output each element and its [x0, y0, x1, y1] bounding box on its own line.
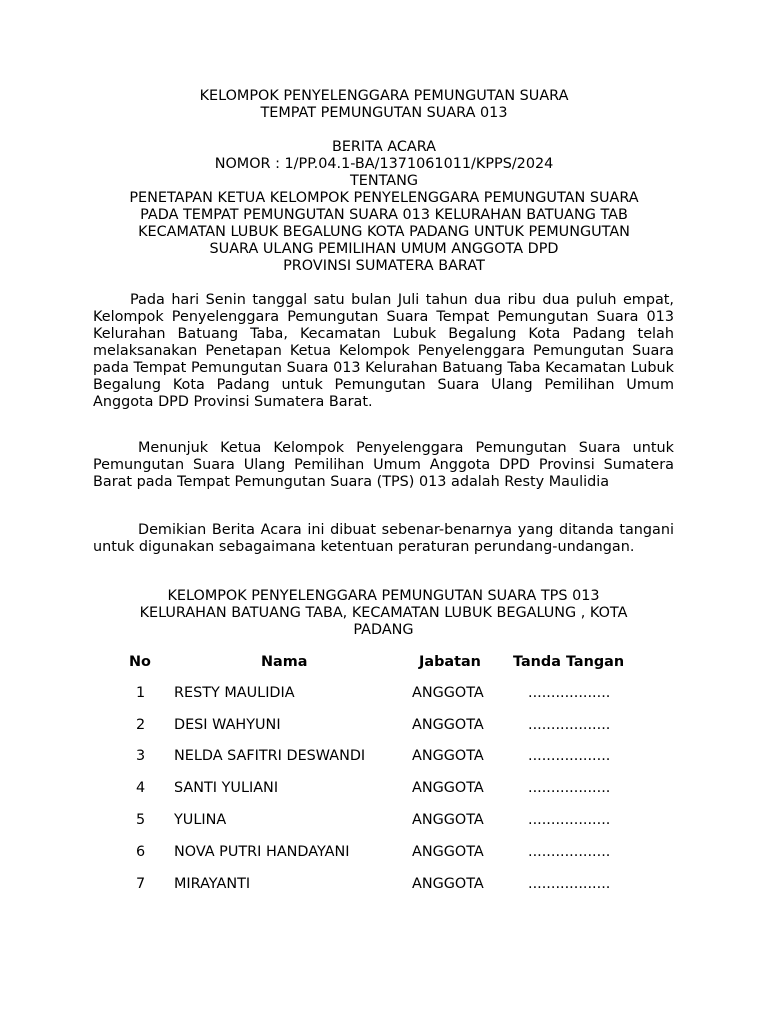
signature-block-title-line: PADANG — [353, 622, 414, 638]
row-no: 2 — [136, 717, 146, 733]
subject-line: SUARA ULANG PEMILIHAN UMUM ANGGOTA DPD — [209, 241, 559, 257]
row-position: ANGGOTA — [412, 685, 484, 701]
row-name: MIRAYANTI — [174, 876, 251, 892]
header-position: Jabatan — [419, 654, 481, 670]
row-name: NELDA SAFITRI DESWANDI — [174, 748, 366, 764]
row-signature: .................. — [528, 717, 611, 733]
row-name: YULINA — [174, 812, 227, 828]
row-position: ANGGOTA — [412, 717, 484, 733]
document-about: TENTANG — [349, 173, 419, 189]
row-no: 1 — [136, 685, 146, 701]
row-no: 4 — [136, 780, 146, 796]
row-name: SANTI YULIANI — [174, 780, 279, 796]
document-number: NOMOR : 1/PP.04.1-BA/1371061011/KPPS/2024 — [214, 156, 554, 172]
row-signature: .................. — [528, 780, 611, 796]
subject-line: KECAMATAN LUBUK BEGALUNG KOTA PADANG UNTUK PEMUNGUTAN — [138, 224, 630, 240]
row-position: ANGGOTA — [412, 876, 484, 892]
row-no: 3 — [136, 748, 146, 764]
row-signature: .................. — [528, 748, 611, 764]
header-org-line-2: TEMPAT PEMUNGUTAN SUARA 013 — [260, 105, 508, 121]
row-position: ANGGOTA — [412, 780, 484, 796]
header-signature: Tanda Tangan — [513, 654, 625, 670]
row-position: ANGGOTA — [412, 812, 484, 828]
signature-block-title-line: KELOMPOK PENYELENGGARA PEMUNGUTAN SUARA TPS 013 — [167, 588, 600, 604]
row-name: RESTY MAULIDIA — [174, 685, 295, 701]
body-paragraph-3: Demikian Berita Acara ini dibuat sebenar-benarnya yang ditanda tangani untuk digunakan sebagaimana ketentuan peraturan perundang-undangan. — [93, 522, 674, 555]
row-no: 7 — [136, 876, 146, 892]
row-signature: .................. — [528, 844, 611, 860]
row-position: ANGGOTA — [412, 844, 484, 860]
header-no: No — [129, 654, 151, 670]
row-position: ANGGOTA — [412, 748, 484, 764]
body-paragraph-2: Menunjuk Ketua Kelompok Penyelenggara Pemungutan Suara untuk Pemungutan Suara Ulang Pemilihan Umum Anggota DPD Provinsi Sumatera Barat pada Tempat Pemungutan Suara (TPS) 013 adalah Resty Maulidia — [93, 440, 674, 490]
header-name: Nama — [261, 654, 308, 670]
row-name: DESI WAHYUNI — [174, 717, 281, 733]
row-signature: .................. — [528, 876, 611, 892]
members-table — [0, 650, 768, 900]
row-name: NOVA PUTRI HANDAYANI — [174, 844, 350, 860]
body-paragraph-1: Pada hari Senin tanggal satu bulan Juli tahun dua ribu dua puluh empat, Kelompok Penyelenggara Pemungutan Suara Tempat Pemungutan Suara 013 Kelurahan Batuang Taba, Kecamatan Lubuk Begalung Kota Padang telah melaksanakan Penetapan Ketua Kelompok Penyelenggara Pemungutan Suara pada Tempat Pemungutan Suara 013 Kelurahan Batuang Taba Kecamatan Lubuk Begalung Kota Padang untuk Pemungutan Suara Ulang Pemilihan Umum Anggota DPD Provinsi Sumatera Barat. — [93, 292, 674, 410]
row-signature: .................. — [528, 812, 611, 828]
signature-block-title-line: KELURAHAN BATUANG TABA, KECAMATAN LUBUK BEGALUNG , KOTA — [139, 605, 628, 621]
subject-line: PROVINSI SUMATERA BARAT — [283, 258, 485, 274]
header-org-line-1: KELOMPOK PENYELENGGARA PEMUNGUTAN SUARA — [199, 88, 569, 104]
subject-line: PENETAPAN KETUA KELOMPOK PENYELENGGARA PEMUNGUTAN SUARA — [129, 190, 639, 206]
subject-line: PADA TEMPAT PEMUNGUTAN SUARA 013 KELURAHAN BATUANG TAB — [140, 207, 628, 223]
document-type: BERITA ACARA — [331, 139, 437, 155]
row-no: 5 — [136, 812, 146, 828]
row-no: 6 — [136, 844, 146, 860]
row-signature: .................. — [528, 685, 611, 701]
